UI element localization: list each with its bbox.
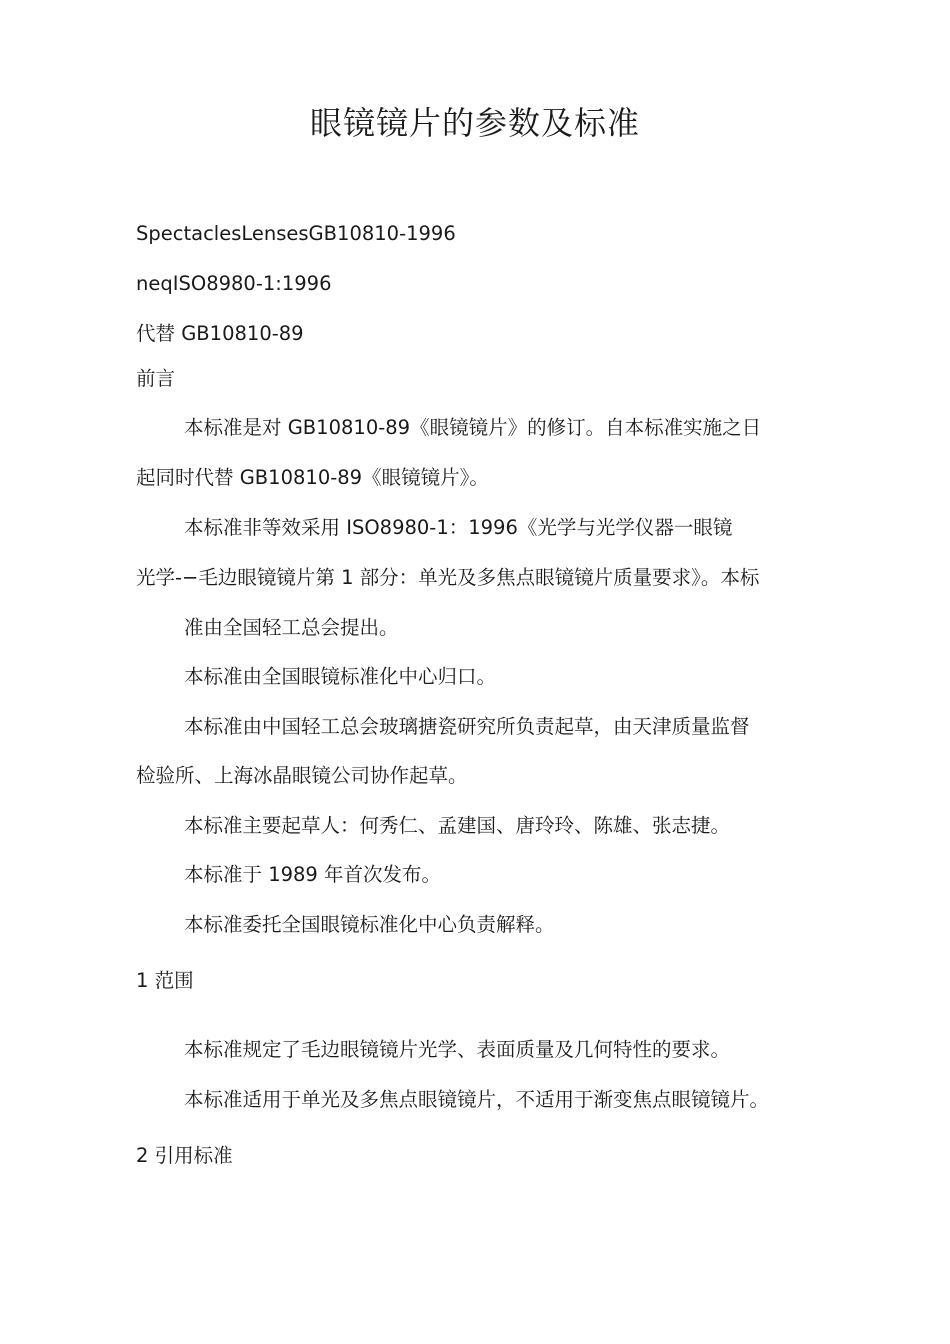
section-1-paragraph: 本标准适用于单光及多焦点眼镜镜片，不适用于渐变焦点眼镜镜片。 <box>184 1088 770 1111</box>
iso-reference-line: neqISO8980-1:1996 <box>136 272 332 295</box>
section-2-heading: 2 引用标准 <box>136 1144 233 1167</box>
foreword-paragraph-line: 本标准于 1989 年首次发布。 <box>184 863 442 886</box>
foreword-paragraph-line: 光学-−毛边眼镜镜片第 1 部分：单光及多焦点眼镜镜片质量要求》。本标 <box>136 566 760 589</box>
foreword-paragraph-line: 检验所、上海冰晶眼镜公司协作起草。 <box>136 764 468 787</box>
foreword-heading: 前言 <box>136 367 176 390</box>
foreword-paragraph-line: 本标准非等效采用 ISO8980-1：1996《光学与光学仪器一眼镜 <box>184 516 733 539</box>
document-title: 眼镜镜片的参数及标准 <box>309 104 640 142</box>
section-1-heading: 1 范围 <box>136 969 194 992</box>
foreword-paragraph-line: 起同时代替 GB10810-89《眼镜镜片》。 <box>136 466 489 489</box>
foreword-paragraph-line: 准由全国轻工总会提出。 <box>184 616 399 639</box>
section-1-paragraph: 本标准规定了毛边眼镜镜片光学、表面质量及几何特性的要求。 <box>184 1038 731 1061</box>
foreword-paragraph-line: 本标准主要起草人：何秀仁、孟建国、唐玲玲、陈雄、张志捷。 <box>184 814 731 837</box>
foreword-paragraph-line: 本标准是对 GB10810-89《眼镜镜片》的修订。自本标准实施之日 <box>184 416 762 439</box>
foreword-paragraph-line: 本标准委托全国眼镜标准化中心负责解释。 <box>184 913 555 936</box>
foreword-paragraph-line: 本标准由中国轻工总会玻璃搪瓷研究所负责起草，由天津质量监督 <box>184 715 750 738</box>
replaces-line: 代替 GB10810-89 <box>136 322 304 345</box>
standard-code-line: SpectaclesLensesGB10810-1996 <box>136 222 456 245</box>
foreword-paragraph-line: 本标准由全国眼镜标准化中心归口。 <box>184 665 497 688</box>
